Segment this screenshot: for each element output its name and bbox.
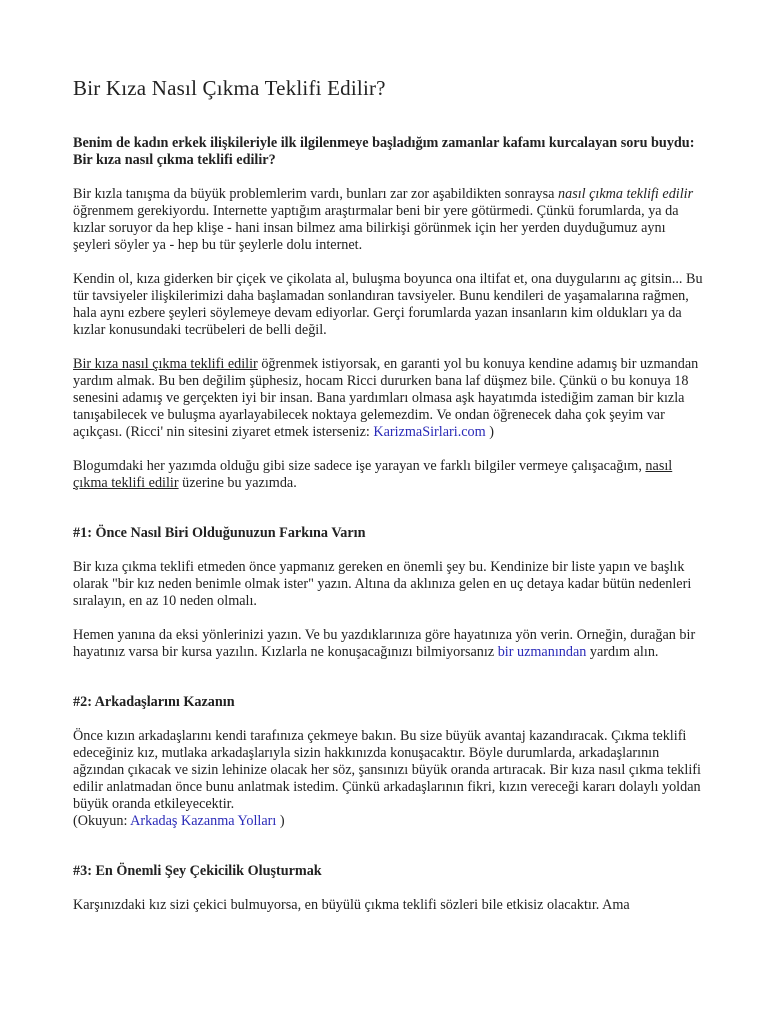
- arkadas-kazanma-link[interactable]: Arkadaş Kazanma Yolları: [130, 813, 277, 829]
- paragraph-1-emphasis: nasıl çıkma teklifi edilir: [558, 186, 694, 202]
- page-title: Bir Kıza Nasıl Çıkma Teklifi Edilir?: [73, 76, 386, 100]
- uzman-link[interactable]: bir uzmanından: [497, 644, 587, 660]
- reference-suffix: ): [276, 813, 285, 829]
- paragraph-6: [73, 627, 703, 661]
- karizma-sirlari-link[interactable]: KarizmaSirlari.com: [373, 424, 486, 440]
- paragraph-3-text-b: ): [485, 424, 494, 440]
- intro-paragraph: Benim de kadın erkek ilişkileriyle ilk ilgilenmeye başladığım zamanlar kafamı kurcalayan soru buydu: Bir kıza nasıl çıkma teklifi edilir?: [73, 135, 695, 168]
- section-heading-2: #2: Arkadaşlarını Kazanın: [73, 694, 235, 710]
- paragraph-5: Bir kıza çıkma teklifi etmeden önce yapmanız gereken en önemli şey bu. Kendinize bir liste yapın ve başlık olarak "bir kız neden benimle olmak ister" yazın. Altına da aklınıza gelen en uç detaya kadar bütün nedenleri sıralayın, en az 10 neden olmalı.: [73, 559, 692, 609]
- paragraph-6-text-b: yardım alın.: [586, 644, 659, 660]
- paragraph-6-text-a: Hemen yanına da eksi yönlerinizi yazın. Ve bu yazdıklarınıza göre hayatınıza yön verin. Orneğin, durağan bir hayatınız varsa bir kursa yazılın. Kızlarla ne konuşacağınızı bilmiyorsanız: [73, 627, 696, 660]
- paragraph-3-underlined: Bir kıza nasıl çıkma teklifi edilir: [73, 356, 258, 372]
- paragraph-4-text-b: üzerine bu yazımda.: [178, 475, 297, 491]
- article-body: [73, 135, 703, 914]
- paragraph-3-text-a: öğrenmek istiyorsak, en garanti yol bu konuya kendine adamış bir uzmandan yardım almak. Bu ben değilim şüphesiz, hocam Ricci dururken bana laf düşmez bile. Çünkü o bu konuya 18 senesini adamış ve gerçekten iyi bir insan. Bana yardımları olmasa aşk hayatımda istediğim zaman bir kızla tanışabilecek ve buluşma ayarlayabilecek noktaya gelemezdim. Ve ondan öğrenecek daha çok şeyim var açıkçası. (Ricci' nin sitesini ziyaret etmek isterseniz:: [73, 356, 699, 440]
- section-heading-3: #3: En Önemli Şey Çekicilik Oluşturmak: [73, 863, 322, 879]
- paragraph-7: Önce kızın arkadaşlarını kendi tarafınıza çekmeye bakın. Bu size büyük avantaj kazandıracak. Çıkma teklifi edeceğiniz kız, mutlaka arkadaşlarıyla sizin hakkınızda konuşacaktır. Böyle durumlarda, arkadaşlarının ağzından çıkacak ve sizin lehinize olacak her söz, şansınızı büyük oranda artıracak. Bir kıza nasıl çıkma teklifi edilir anlatmadan önce bunu anlatmak istedim. Çünkü arkadaşlarının fikri, kızın vereceği kararı dolaylı yoldan büyük oranda etkileyecektir.: [73, 728, 701, 812]
- paragraph-1: [73, 186, 703, 254]
- paragraph-1-text-a: Bir kızla tanışma da büyük problemlerim vardı, bunları zar zor aşabildikten sonraysa: [73, 186, 558, 202]
- paragraph-4-text-a: Blogumdaki her yazımda olduğu gibi size sadece işe yarayan ve farklı bilgiler vermeye çalışacağım,: [73, 458, 646, 474]
- paragraph-2: Kendin ol, kıza giderken bir çiçek ve çikolata al, buluşma boyunca ona iltifat et, ona duygularını aç gitsin... Bu tür tavsiyeler ilişkilerimizi daha başlamadan sonlandıran tavsiyeler. Bunu kendileri de yaşamalarına rağmen, hala aynı ezbere şeyleri söylemeye devam ediyorlar. Gerçi forumlarda yazan insanların kim oldukları ya da kızlar konusundaki tecrübeleri de belli değil.: [73, 271, 703, 338]
- section-heading-1: #1: Önce Nasıl Biri Olduğunuzun Farkına Varın: [73, 525, 366, 541]
- paragraph-4: [73, 458, 703, 492]
- paragraph-1-text-b: öğrenmem gerekiyordu. Internette yaptığım araştırmalar beni bir yere götürmedi. Çünkü forumlarda, ya da kızlar soruyor da hep klişe - hani insan bilmez ama bilirkişi görünmek için her yerden duyduğumuz aynı şeyleri söyler ya - hep bu tür şeylerle dolu internet.: [73, 203, 679, 253]
- reference-prefix: (Okuyun:: [73, 813, 131, 829]
- paragraph-3: [73, 356, 703, 441]
- paragraph-4-underlined: nasıl çıkma teklifi edilir: [73, 458, 673, 491]
- paragraph-8: Karşınızdaki kız sizi çekici bulmuyorsa, en büyülü çıkma teklifi sözleri bile etkisiz olacaktır. Ama: [73, 897, 630, 913]
- paragraph-7-reference: [73, 813, 703, 830]
